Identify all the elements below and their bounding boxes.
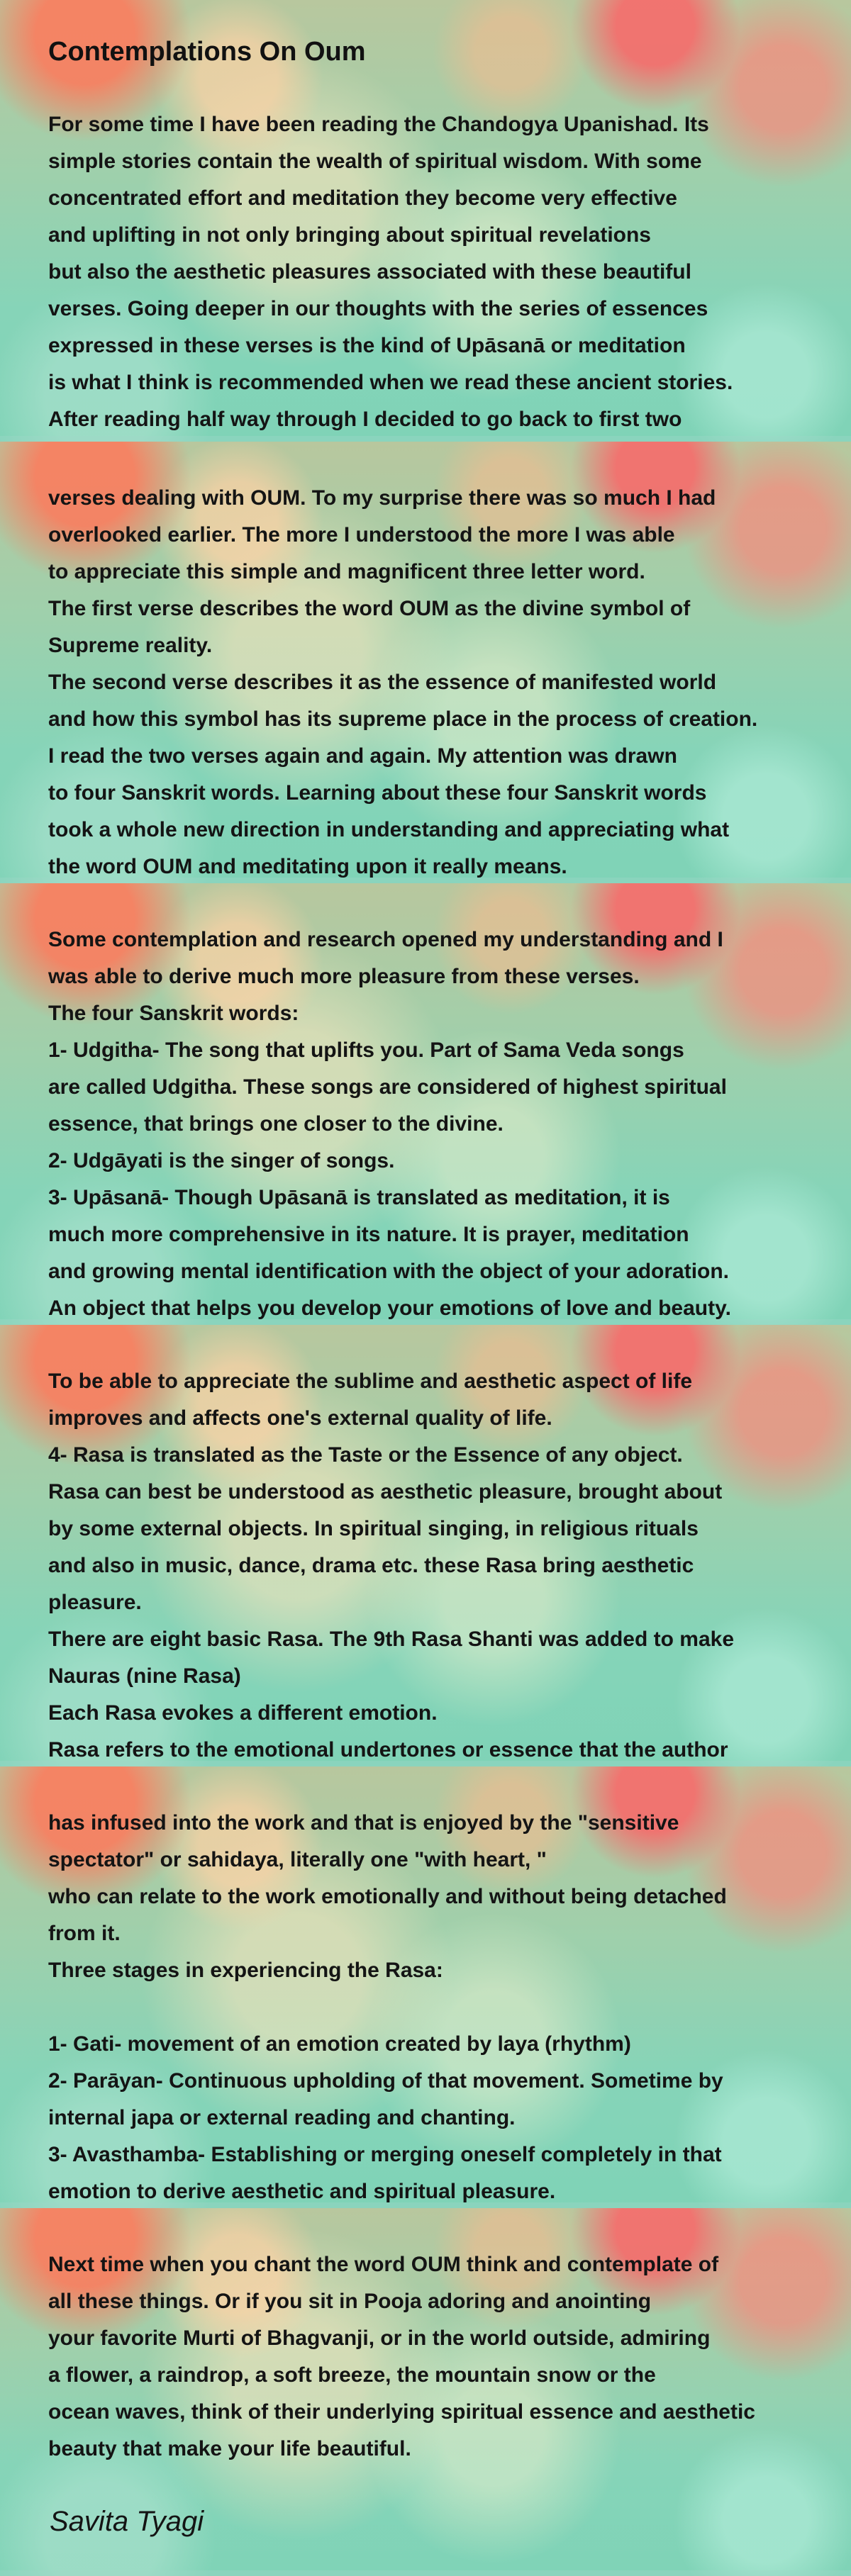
- poem-line: An object that helps you develop your emotions of love and beauty.: [48, 1297, 731, 1320]
- poem-line: Some contemplation and research opened my understanding and I: [48, 928, 723, 951]
- poem-line: There are eight basic Rasa. The 9th Rasa Shanti was added to make: [48, 1628, 735, 1651]
- stanza-4: [48, 1363, 823, 1766]
- stanza-5: [48, 1805, 823, 2208]
- poem-author: Savita Tyagi: [50, 2506, 204, 2537]
- poem-line: who can relate to the work emotionally and without being detached: [48, 1885, 727, 1908]
- poem-line: The first verse describes the word OUM as the divine symbol of: [48, 597, 691, 620]
- poem-line: all these things. Or if you sit in Pooja adoring and anointing: [48, 2290, 652, 2313]
- poem-line: beauty that make your life beautiful.: [48, 2437, 411, 2460]
- poem-panel-3: [0, 883, 851, 1325]
- poem-line: Each Rasa evokes a different emotion.: [48, 1701, 438, 1725]
- poem-line: Rasa can best be understood as aesthetic pleasure, brought about: [48, 1480, 723, 1503]
- stanza-2: [48, 480, 823, 883]
- poem-line: 4- Rasa is translated as the Taste or the Essence of any object.: [48, 1443, 683, 1467]
- stanza-3: [48, 922, 823, 1325]
- poem-line: emotion to derive aesthetic and spiritual pleasure.: [48, 2180, 556, 2203]
- poem-line: pleasure.: [48, 1591, 142, 1614]
- poem-line: and uplifting in not only bringing about spiritual revelations: [48, 223, 651, 247]
- poem-line: is what I think is recommended when we read these ancient stories.: [48, 371, 733, 394]
- poem-line: [48, 1989, 823, 2026]
- poem-line: I read the two verses again and again. My attention was drawn: [48, 744, 677, 768]
- poem-line: the word OUM and meditating upon it really means.: [48, 855, 567, 878]
- poem-panel-1: [0, 0, 851, 442]
- poem-line: essence, that brings one closer to the divine.: [48, 1112, 504, 1136]
- poem-line: 1- Gati- movement of an emotion created by laya (rhythm): [48, 2032, 631, 2056]
- poem-line: to four Sanskrit words. Learning about these four Sanskrit words: [48, 781, 707, 805]
- poem-line: 3- Avasthamba- Establishing or merging oneself completely in that: [48, 2143, 722, 2166]
- poem-line: internal japa or external reading and chanting.: [48, 2106, 516, 2129]
- poem-line: After reading half way through I decided to go back to first two: [48, 408, 682, 431]
- poem-panel-5: [0, 1766, 851, 2208]
- poem-line: a flower, a raindrop, a soft breeze, the mountain snow or the: [48, 2363, 656, 2387]
- poem-line: 2- Parāyan- Continuous upholding of that movement. Sometime by: [48, 2069, 723, 2093]
- poem-line: simple stories contain the wealth of spiritual wisdom. With some: [48, 150, 702, 173]
- poem-line: overlooked earlier. The more I understood the more I was able: [48, 523, 675, 547]
- poem-line: Rasa refers to the emotional undertones or essence that the author: [48, 1738, 728, 1762]
- poem-line: and how this symbol has its supreme place in the process of creation.: [48, 707, 758, 731]
- poem-panel-6: [0, 2208, 851, 2576]
- poem-line: and also in music, dance, drama etc. these Rasa bring aesthetic: [48, 1554, 694, 1577]
- poem-line: 3- Upāsanā- Though Upāsanā is translated as meditation, it is: [48, 1186, 670, 1209]
- poem-line: are called Udgitha. These songs are considered of highest spiritual: [48, 1075, 727, 1099]
- poem-line: Nauras (nine Rasa): [48, 1664, 241, 1688]
- poem-line: For some time I have been reading the Chandogya Upanishad. Its: [48, 113, 709, 136]
- poem-line: 1- Udgitha- The song that uplifts you. Part of Sama Veda songs: [48, 1038, 684, 1062]
- poem-line: was able to derive much more pleasure from these verses.: [48, 965, 640, 988]
- poem-line: Next time when you chant the word OUM think and contemplate of: [48, 2253, 719, 2276]
- poem-line: verses dealing with OUM. To my surprise there was so much I had: [48, 486, 716, 510]
- poem-line: expressed in these verses is the kind of Upāsanā or meditation: [48, 334, 686, 357]
- poem-line: concentrated effort and meditation they become very effective: [48, 186, 677, 210]
- poem-line: 2- Udgāyati is the singer of songs.: [48, 1149, 395, 1172]
- poem-line: Three stages in experiencing the Rasa:: [48, 1959, 443, 1982]
- poem-line: took a whole new direction in understanding and appreciating what: [48, 818, 730, 841]
- poem-line: your favorite Murti of Bhagvanji, or in the world outside, admiring: [48, 2326, 711, 2350]
- poem-line: by some external objects. In spiritual singing, in religious rituals: [48, 1517, 699, 1540]
- poem-line: much more comprehensive in its nature. It is prayer, meditation: [48, 1223, 689, 1246]
- poem-line: ocean waves, think of their underlying spiritual essence and aesthetic: [48, 2400, 755, 2424]
- poem-panel-4: [0, 1325, 851, 1766]
- stanza-1: [48, 106, 823, 438]
- poem-line: improves and affects one's external quality of life.: [48, 1406, 552, 1430]
- poem-panel-2: [0, 442, 851, 883]
- poem-line: from it.: [48, 1922, 121, 1945]
- stanza-6: [48, 2246, 823, 2468]
- poem-line: but also the aesthetic pleasures associated with these beautiful: [48, 260, 691, 284]
- poem-line: has infused into the work and that is enjoyed by the "sensitive: [48, 1811, 679, 1835]
- poem-line: To be able to appreciate the sublime and aesthetic aspect of life: [48, 1370, 693, 1393]
- poem-title: Contemplations On Oum: [48, 37, 366, 67]
- poem-line: spectator" or sahidaya, literally one "with heart, ": [48, 1848, 547, 1871]
- poem-line: and growing mental identification with the object of your adoration.: [48, 1260, 730, 1283]
- poem-line: to appreciate this simple and magnificent three letter word.: [48, 560, 645, 583]
- poem-line: The four Sanskrit words:: [48, 1002, 299, 1025]
- poem-line: verses. Going deeper in our thoughts with the series of essences: [48, 297, 708, 320]
- poem-line: The second verse describes it as the essence of manifested world: [48, 671, 717, 694]
- poem-line: Supreme reality.: [48, 634, 213, 657]
